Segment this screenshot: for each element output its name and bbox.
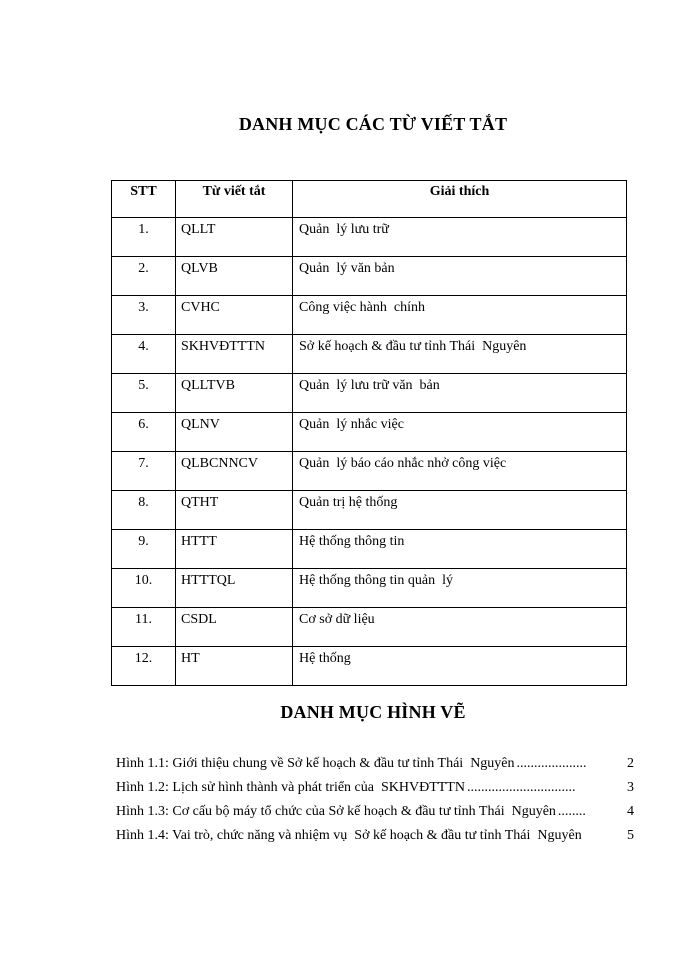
row-stt: 8.: [112, 491, 176, 530]
table-row: [112, 491, 627, 530]
page-number: 2: [627, 756, 634, 771]
row-stt: 6.: [112, 413, 176, 452]
row-abbreviation: QLNV: [176, 413, 293, 452]
list-item[interactable]: [116, 804, 634, 828]
row-explanation: Sở kế hoạch & đầu tư tỉnh Thái Nguyên: [293, 335, 627, 374]
row-explanation: Công việc hành chính: [293, 296, 627, 335]
page-number: 3: [627, 780, 634, 795]
row-stt: 12.: [112, 647, 176, 686]
row-abbreviation: HTTTQL: [176, 569, 293, 608]
row-abbreviation: CVHC: [176, 296, 293, 335]
table-row: [112, 530, 627, 569]
row-explanation: Hệ thống: [293, 647, 627, 686]
row-abbreviation: CSDL: [176, 608, 293, 647]
row-stt: 2.: [112, 257, 176, 296]
column-header-stt: STT: [112, 181, 176, 218]
page-number: 4: [627, 804, 634, 819]
column-header-explanation: Giải thích: [293, 181, 627, 218]
row-explanation: Cơ sở dữ liệu: [293, 608, 627, 647]
row-abbreviation: QTHT: [176, 491, 293, 530]
list-item[interactable]: [116, 756, 634, 780]
table-row: [112, 374, 627, 413]
row-abbreviation: SKHVĐTTTN: [176, 335, 293, 374]
row-explanation: Quản lý lưu trữ văn bản: [293, 374, 627, 413]
abbreviations-heading: DANH MỤC CÁC TỪ VIẾT TẮT: [238, 114, 508, 134]
dot-leader: ....................: [516, 756, 587, 771]
table-row: [112, 413, 627, 452]
row-stt: 1.: [112, 218, 176, 257]
table-header-row: [112, 181, 627, 218]
row-abbreviation: HTTT: [176, 530, 293, 569]
list-item[interactable]: [116, 780, 634, 804]
table-row: [112, 257, 627, 296]
figure-list: [116, 756, 634, 852]
page-number: 5: [627, 828, 634, 843]
row-stt: 7.: [112, 452, 176, 491]
row-abbreviation: QLLT: [176, 218, 293, 257]
abbreviations-table: [111, 180, 627, 686]
dot-leader: ...............................: [466, 780, 576, 795]
row-explanation: Quản lý nhắc việc: [293, 413, 627, 452]
row-abbreviation: QLVB: [176, 257, 293, 296]
list-item[interactable]: [116, 828, 634, 852]
table-row: [112, 335, 627, 374]
row-stt: 10.: [112, 569, 176, 608]
dot-leader: ........: [557, 804, 586, 819]
figures-heading: DANH MỤC HÌNH VẼ: [280, 702, 466, 722]
table-row: [112, 296, 627, 335]
row-abbreviation: QLBCNNCV: [176, 452, 293, 491]
table-row: [112, 218, 627, 257]
figure-caption: Hình 1.4: Vai trò, chức năng và nhiệm vụ Sở kế hoạch & đầu tư tỉnh Thái Nguyên: [116, 828, 582, 843]
row-abbreviation: QLLTVB: [176, 374, 293, 413]
row-abbreviation: HT: [176, 647, 293, 686]
row-explanation: Hệ thống thông tin: [293, 530, 627, 569]
row-stt: 11.: [112, 608, 176, 647]
table-row: [112, 608, 627, 647]
row-stt: 9.: [112, 530, 176, 569]
table-row: [112, 569, 627, 608]
table-row: [112, 647, 627, 686]
row-explanation: Hệ thống thông tin quản lý: [293, 569, 627, 608]
row-explanation: Quản lý báo cáo nhắc nhở công việc: [293, 452, 627, 491]
table-row: [112, 452, 627, 491]
row-explanation: Quản trị hệ thống: [293, 491, 627, 530]
figure-caption: Hình 1.2: Lịch sử hình thành và phát triển của SKHVĐTTTN: [116, 780, 465, 795]
figure-caption: Hình 1.3: Cơ cấu bộ máy tổ chức của Sở kế hoạch & đầu tư tỉnh Thái Nguyên: [116, 804, 556, 819]
row-explanation: Quản lý lưu trữ: [293, 218, 627, 257]
figure-caption: Hình 1.1: Giới thiệu chung về Sở kế hoạch & đầu tư tỉnh Thái Nguyên: [116, 756, 515, 771]
row-stt: 4.: [112, 335, 176, 374]
row-stt: 3.: [112, 296, 176, 335]
row-explanation: Quản lý văn bản: [293, 257, 627, 296]
row-stt: 5.: [112, 374, 176, 413]
column-header-abbreviation: Từ viết tắt: [176, 181, 293, 218]
